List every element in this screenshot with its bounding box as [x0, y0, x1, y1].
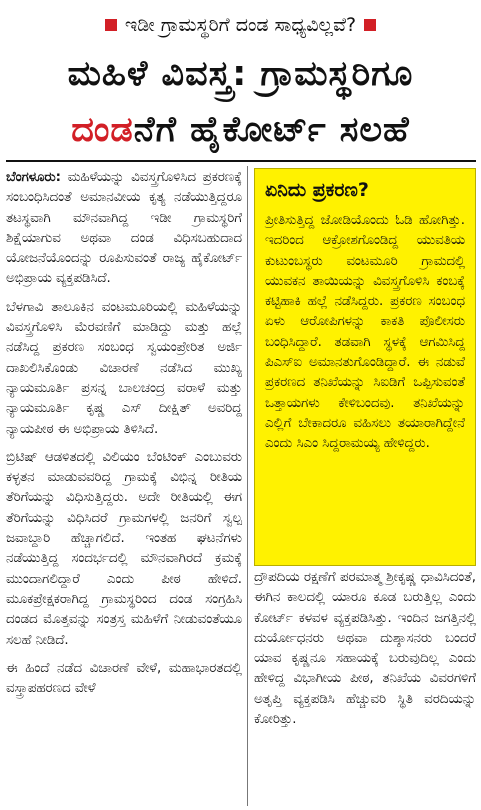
headline-line-1: ಮಹಿಳೆ ವಿವಸ್ತ್ರ: ಗ್ರಾಮಸ್ಥರಿಗೂ [67, 54, 414, 94]
red-square-bullet-left [105, 19, 117, 31]
headline-red-word: ದಂಡ [71, 110, 134, 150]
story-paragraph-1 [6, 168, 242, 290]
story-column-left [6, 168, 242, 707]
headline-line-2-rest: ನೆಗೆ ಹೈಕೋರ್ಟ್ ಸಲಹೆ [133, 110, 410, 150]
headline-divider [6, 160, 476, 162]
kicker-text: ಇಡೀ ಗ್ರಾಮಸ್ಥರಿಗೆ ದಂಡ ಸಾಧ್ಯವಿಲ್ಲವೆ? [124, 14, 357, 36]
kicker [0, 14, 481, 36]
sidebar-box [254, 168, 476, 566]
story-paragraph-4: ಈ ಹಿಂದೆ ನಡೆದ ವಿಚಾರಣೆ ವೇಳೆ, ಮಹಾಭಾರತದಲ್ಲಿ ವಸ್ತ್ರಾಪಹರಣದ ವೇಳೆ [6, 660, 242, 697]
dateline: ಬೆಂಗಳೂರು: [6, 170, 61, 185]
sidebar-title: ಏನಿದು ಪ್ರಕರಣ? [265, 179, 369, 201]
story-p1-text: ಮಹಿಳೆಯನ್ನು ವಿವಸ್ತ್ರಗೊಳಿಸಿದ ಪ್ರಕರಣಕ್ಕೆ ಸಂಬಂಧಿಸಿದಂತೆ ಅಮಾನವೀಯ ಕೃತ್ಯ ನಡೆಯುತ್ತಿದ್ದರೂ ತಟಸ್ಥವಾಗಿ ಮೌನವಾಗಿದ್ದ ಇಡೀ ಗ್ರಾಮಸ್ಥರಿಗೆ ಶಿಕ್ಷೆಯಾಗುವ ಅಥವಾ ದಂಡ ವಿಧಿಸಬಹುದಾದ ಯೋಜನೆಯೊಂದನ್ನು ರೂಪಿಸುವಂತೆ ರಾಜ್ಯ ಹೈಕೋರ್ಟ್ ಅಭಿಪ್ರಾಯ ವ್ಯಕ್ತಪಡಿಸಿದೆ. [6, 170, 242, 287]
story-paragraph-2: ಬೆಳಗಾವಿ ತಾಲೂಕಿನ ವಂಟಮೂರಿಯಲ್ಲಿ ಮಹಿಳೆಯನ್ನು ವಿವಸ್ತ್ರಗೊಳಿಸಿ ಮೆರವಣಿಗೆ ಮಾಡಿದ್ದು ಮತ್ತು ಹಲ್ಲೆ ನಡೆಸಿದ್ದ ಪ್ರಕರಣ ಸಂಬಂಧ ಸ್ವಯಂಪ್ರೇರಿತ ಅರ್ಜಿ ದಾಖಲಿಸಿಕೊಂಡು ವಿಚಾರಣೆ ನಡೆಸಿದ ಮುಖ್ಯ ನ್ಯಾಯಮೂರ್ತಿ ಪ್ರಸನ್ನ ಬಾಲಚಂದ್ರ ವರಾಳೆ ಮತ್ತು ನ್ಯಾಯಮೂರ್ತಿ ಕೃಷ್ಣ ಎಸ್ ದೀಕ್ಷಿತ್ ಅವರಿದ್ದ ನ್ಯಾಯಪೀಠ ಈ ಅಭಿಪ್ರಾಯ ತಿಳಿಸಿದೆ. [6, 299, 242, 437]
headline-line-2 [0, 108, 481, 152]
red-square-bullet-right [364, 19, 376, 31]
story-paragraph-5: ದ್ರೌಪದಿಯ ರಕ್ಷಣೆಗೆ ಪರಮಾತ್ಮ ಶ್ರೀಕೃಷ್ಣ ಧಾವಿಸಿದಂತೆ, ಈಗಿನ ಕಾಲದಲ್ಲಿ ಯಾರೂ ಕೂಡ ಬರುತ್ತಿಲ್ಲ ಎಂದು ಕೋರ್ಟ್ ಕಳವಳ ವ್ಯಕ್ತಪಡಿಸಿತ್ತು. ಇಂದಿನ ಜಗತ್ತಿನಲ್ಲಿ ದುರ್ಯೋಧನರು ಅಥವಾ ದುಶ್ಶಾಸನರು ಬಂದರೆ ಯಾವ ಕೃಷ್ಣನೂ ಸಹಾಯಕ್ಕೆ ಬರುವುದಿಲ್ಲ ಎಂದು ಹೇಳಿದ್ದ ವಿಭಾಗೀಯ ಪೀಠ, ತನಿಖೆಯ ವಿವರಗಳಿಗೆ ಅತೃಪ್ತಿ ವ್ಯಕ್ತಪಡಿಸಿ ಹೆಚ್ಚುವರಿ ಸ್ಥಿತಿ ವರದಿಯನ್ನು ಕೋರಿತ್ತು. [254, 570, 476, 728]
story-paragraph-3: ಬ್ರಿಟಿಷ್ ಆಡಳಿತದಲ್ಲಿ ವಿಲಿಯಂ ಬೆಂಟಿಂಕ್ ಎಂಬುವರು ಕಳ್ಳತನ ಮಾಡುವವರಿದ್ದ ಗ್ರಾಮಕ್ಕೆ ವಿಭಿನ್ನ ರೀತಿಯ ತೆರಿಗೆಯನ್ನು ವಿಧಿಸುತ್ತಿದ್ದರು. ಅದೇ ರೀತಿಯಲ್ಲಿ ಈಗ ತೆರಿಗೆಯನ್ನು ವಿಧಿಸಿದರೆ ಗ್ರಾಮಗಳಲ್ಲಿ ಜನರಿಗೆ ಸ್ವಲ್ಪ ಜವಾಬ್ದಾರಿ ಹೆಚ್ಚಾಗಲಿದೆ. ಇಂತಹ ಘಟನೆಗಳು ನಡೆಯುತ್ತಿದ್ದ ಸಂದರ್ಭದಲ್ಲಿ ಮೌನವಾಗಿರದೆ ಕ್ರಮಕ್ಕೆ ಮುಂದಾಗಲಿದ್ದಾರೆ ಎಂದು ಪೀಠ ಹೇಳಿದೆ. ಮೂಕಪ್ರೇಕ್ಷಕರಾಗಿದ್ದ ಗ್ರಾಮಸ್ಥರಿಂದ ದಂಡ ಸಂಗ್ರಹಿಸಿ ದಂಡದ ಮೊತ್ತವನ್ನು ಸಂತ್ರಸ್ತ ಮಹಿಳೆಗೆ ನೀಡುವಂತೆಯೂ ಸಲಹೆ ನೀಡಿದೆ. [6, 449, 242, 648]
story-column-right [254, 568, 476, 738]
sidebar-text: ಪ್ರೀತಿಸುತ್ತಿದ್ದ ಜೋಡಿಯೊಂದು ಓಡಿ ಹೋಗಿತ್ತು. ಇದರಿಂದ ಆಕ್ರೋಶಗೊಂಡಿದ್ದ ಯುವತಿಯ ಕುಟುಂಬಸ್ಥರು ವಂಟಮೂರಿ ಗ್ರಾಮದಲ್ಲಿ ಯುವಕನ ತಾಯಿಯನ್ನು ವಿವಸ್ತ್ರಗೊಳಿಸಿ ಕಂಬಕ್ಕೆ ಕಟ್ಟಿಹಾಕಿ ಹಲ್ಲೆ ನಡೆಸಿದ್ದರು. ಪ್ರಕರಣ ಸಂಬಂಧ ಏಳು ಆರೋಪಿಗಳನ್ನು ಕಾಕತಿ ಪೊಲೀಸರು ಬಂಧಿಸಿದ್ದಾರೆ. ತಡವಾಗಿ ಸ್ಥಳಕ್ಕೆ ಆಗಮಿಸಿದ್ದ ಪಿಎಸ್ಐ ಅಮಾನತುಗೊಂಡಿದ್ದಾರೆ. ಈ ನಡುವೆ ಪ್ರಕರಣದ ತನಿಖೆಯನ್ನು ಸಿಐಡಿಗೆ ಒಪ್ಪಿಸುವಂತೆ ಒತ್ತಾಯಗಳು ಕೇಳಿಬಂದವು. ತನಿಖೆಯನ್ನು ಎಲ್ಲಿಗೆ ಬೇಕಾದರೂ ವಹಿಸಲು ತಯಾರಾಗಿದ್ದೇನೆ ಎಂದು ಸಿಎಂ ಸಿದ್ದರಾಮಯ್ಯ ಹೇಳಿದ್ದರು. [265, 213, 465, 452]
column-divider [247, 166, 248, 806]
